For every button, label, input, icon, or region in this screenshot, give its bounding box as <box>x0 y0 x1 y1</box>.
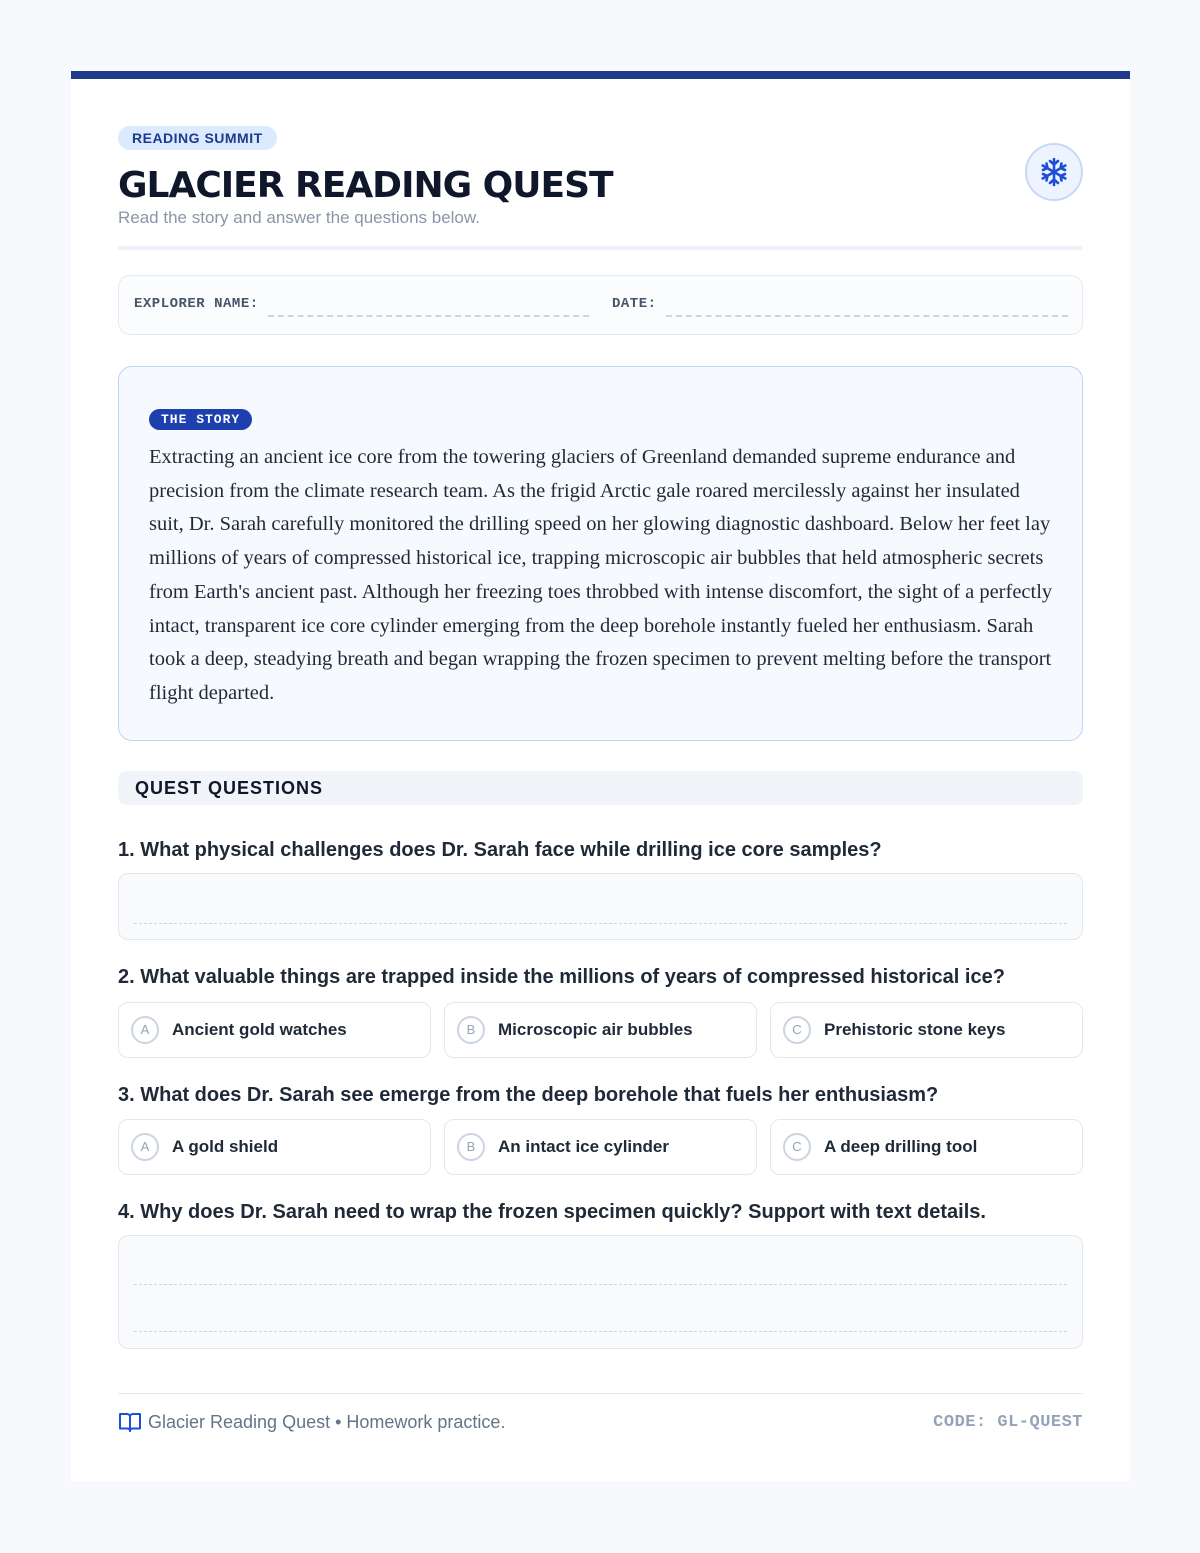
option-2b[interactable] <box>444 1002 757 1058</box>
option-label: Microscopic air bubbles <box>498 1020 693 1039</box>
question-3: 3. What does Dr. Sarah see emerge from the deep borehole that fuels her enthusiasm? <box>118 1084 939 1106</box>
story-text: Extracting an ancient ice core from the towering glaciers of Greenland demanded supreme endurance and precision from the climate research team. As the frigid Arctic gale roared mercilessly against her insulated suit, Dr. Sarah carefully monitored the drilling speed on her glowing diagnostic dashboard. Below her feet lay millions of years of compressed historical ice, trapping microscopic air bubbles that held atmospheric secrets from Earth's ancient past. Although her freezing toes throbbed with intense discomfort, the sight of a perfectly intact, transparent ice core cylinder emerging from the deep borehole instantly fueled her enthusiasm. Sarah took a deep, steadying breath and began wrapping the frozen specimen to prevent melting before the transport flight departed. <box>149 446 1053 704</box>
option-letter-circle: A <box>131 1016 159 1044</box>
answer-line <box>134 1284 1067 1285</box>
option-letter-circle: C <box>783 1016 811 1044</box>
option-letter-circle: C <box>783 1133 811 1161</box>
header-divider <box>118 246 1083 250</box>
snowflake-icon <box>1025 143 1083 201</box>
option-label: An intact ice cylinder <box>498 1137 669 1156</box>
option-letter-circle: B <box>457 1016 485 1044</box>
explorer-info-box <box>118 275 1083 335</box>
worksheet-page <box>71 71 1130 1481</box>
answer-box-1[interactable] <box>118 873 1083 940</box>
footer-divider <box>118 1393 1083 1394</box>
question-1: 1. What physical challenges does Dr. Sarah face while drilling ice core samples? <box>118 839 882 861</box>
answer-line <box>134 923 1067 924</box>
option-letter-circle: A <box>131 1133 159 1161</box>
explorer-name-field[interactable] <box>268 315 589 317</box>
option-label: A gold shield <box>172 1137 279 1156</box>
date-label: DATE: <box>612 296 657 312</box>
section-badge: READING SUMMIT <box>118 126 277 150</box>
book-icon <box>118 1411 142 1433</box>
option-3b[interactable] <box>444 1119 757 1175</box>
answer-box-4[interactable] <box>118 1235 1083 1349</box>
question-2: 2. What valuable things are trapped inside the millions of years of compressed historical ice? <box>118 966 1005 988</box>
option-2a[interactable] <box>118 1002 431 1058</box>
date-field[interactable] <box>666 315 1068 317</box>
story-panel <box>118 366 1083 741</box>
questions-header: QUEST QUESTIONS <box>118 771 1083 805</box>
story-tag: THE STORY <box>149 409 252 430</box>
option-2c[interactable] <box>770 1002 1083 1058</box>
answer-line <box>134 1331 1067 1332</box>
worksheet-code: CODE: GL-QUEST <box>933 1413 1083 1432</box>
option-3a[interactable] <box>118 1119 431 1175</box>
question-4: 4. Why does Dr. Sarah need to wrap the frozen specimen quickly? Support with text details. <box>118 1201 986 1223</box>
footer-text: Glacier Reading Quest • Homework practice. <box>148 1411 506 1432</box>
option-label: A deep drilling tool <box>824 1137 978 1156</box>
explorer-name-label: EXPLORER NAME: <box>134 296 259 312</box>
page-subtitle: Read the story and answer the questions below. <box>118 208 480 227</box>
option-letter-circle: B <box>457 1133 485 1161</box>
footer-credit <box>118 1409 505 1435</box>
option-label: Ancient gold watches <box>172 1020 347 1039</box>
option-3c[interactable] <box>770 1119 1083 1175</box>
option-label: Prehistoric stone keys <box>824 1020 1006 1039</box>
page-title: GLACIER READING QUEST <box>118 165 613 206</box>
